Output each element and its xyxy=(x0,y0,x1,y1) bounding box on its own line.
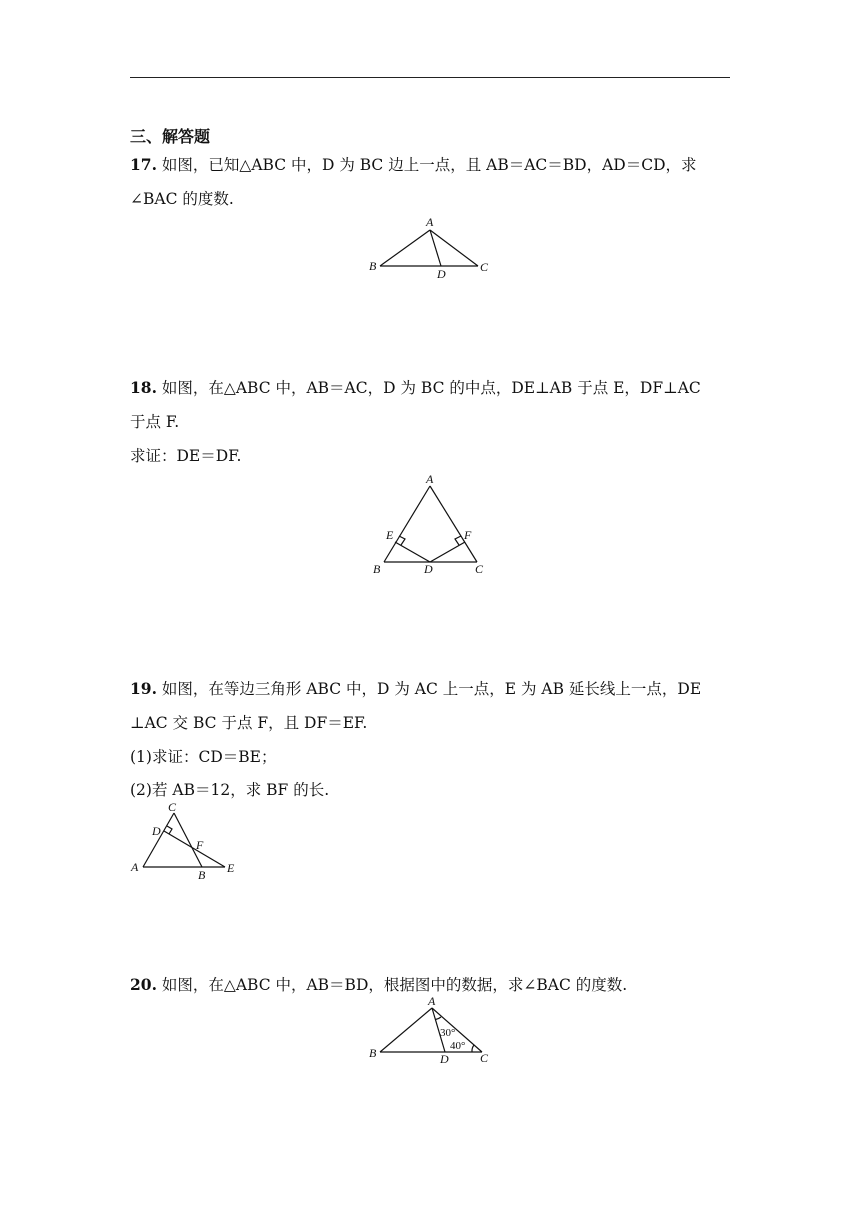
q19-line1 xyxy=(130,677,701,699)
q17-label-d: D xyxy=(437,267,446,281)
q18-text-1: 如图，在△ABC 中，AB＝AC，D 为 BC 的中点，DE⊥AB 于点 E，DF⊥AC xyxy=(156,379,701,397)
q19-label-d: D xyxy=(152,824,161,838)
q18-label-b: B xyxy=(373,562,381,576)
q18-right-angle-f xyxy=(455,536,461,545)
q20-side-ab xyxy=(380,1008,432,1052)
q20-text-1: 如图，在△ABC 中，AB＝BD，根据图中的数据，求∠BAC 的度数. xyxy=(156,976,628,994)
q20-label-a: A xyxy=(428,996,436,1008)
q18-label-c: C xyxy=(475,562,484,576)
q20-label-b: B xyxy=(369,1046,377,1060)
q19-label-a: A xyxy=(131,860,139,874)
q18-line3: 求证：DE＝DF. xyxy=(130,447,242,465)
q20-angle-arc-c xyxy=(472,1045,474,1052)
q20-angle-30: 30° xyxy=(440,1027,456,1039)
q18-label-d: D xyxy=(424,562,433,576)
q20-angle-arc-a xyxy=(436,1017,442,1020)
q19-figure xyxy=(126,800,242,882)
q18-side-ab xyxy=(384,486,430,562)
q18-figure xyxy=(364,472,498,582)
q18-line1 xyxy=(130,376,701,398)
q20-line1 xyxy=(130,973,627,995)
q18-side-ac xyxy=(430,486,477,562)
q18-label-a: A xyxy=(426,472,434,486)
q18-label-e: E xyxy=(386,528,394,542)
q17-number: 17. xyxy=(130,155,157,174)
q19-line2: ⊥AC 交 BC 于点 F，且 DF＝EF. xyxy=(130,714,368,732)
q19-label-c: C xyxy=(168,800,177,814)
q18-segment-de xyxy=(395,542,430,562)
q17-line2: ∠BAC 的度数. xyxy=(130,190,234,208)
q19-side-ac xyxy=(143,813,174,867)
q20-number: 20. xyxy=(130,975,157,994)
q17-figure xyxy=(360,214,500,282)
q20-label-c: C xyxy=(480,1051,489,1065)
q19-line4: (2)若 AB＝12，求 BF 的长. xyxy=(130,781,330,799)
q20-angle-40: 40° xyxy=(450,1040,466,1052)
section-title: 三、解答题 xyxy=(130,127,211,146)
header-rule xyxy=(130,77,730,78)
q20-figure xyxy=(360,996,500,1066)
q19-segment-de xyxy=(164,831,225,867)
q17-label-b: B xyxy=(369,259,377,273)
q18-line2: 于点 F. xyxy=(130,413,180,431)
q18-number: 18. xyxy=(130,378,157,397)
q19-text-1: 如图，在等边三角形 ABC 中，D 为 AC 上一点，E 为 AB 延长线上一点，DE xyxy=(156,680,702,698)
q19-label-e: E xyxy=(227,861,235,875)
q17-side-ab xyxy=(380,230,430,266)
q17-label-a: A xyxy=(426,215,434,229)
q19-number: 19. xyxy=(130,679,157,698)
q19-label-b: B xyxy=(198,868,206,882)
q17-label-c: C xyxy=(480,260,489,274)
q18-segment-df xyxy=(430,542,465,562)
q19-line3: (1)求证：CD＝BE； xyxy=(130,748,277,766)
q18-right-angle-e xyxy=(399,536,405,545)
q18-label-f: F xyxy=(464,528,472,542)
q19-label-f: F xyxy=(196,838,204,852)
q17-segment-ad xyxy=(430,230,441,266)
q17-side-ac xyxy=(430,230,478,266)
q17-text-1: 如图，已知△ABC 中，D 为 BC 边上一点，且 AB＝AC＝BD，AD＝CD，求 xyxy=(156,156,697,174)
q20-label-d: D xyxy=(440,1052,449,1066)
q17-line1 xyxy=(130,153,697,175)
